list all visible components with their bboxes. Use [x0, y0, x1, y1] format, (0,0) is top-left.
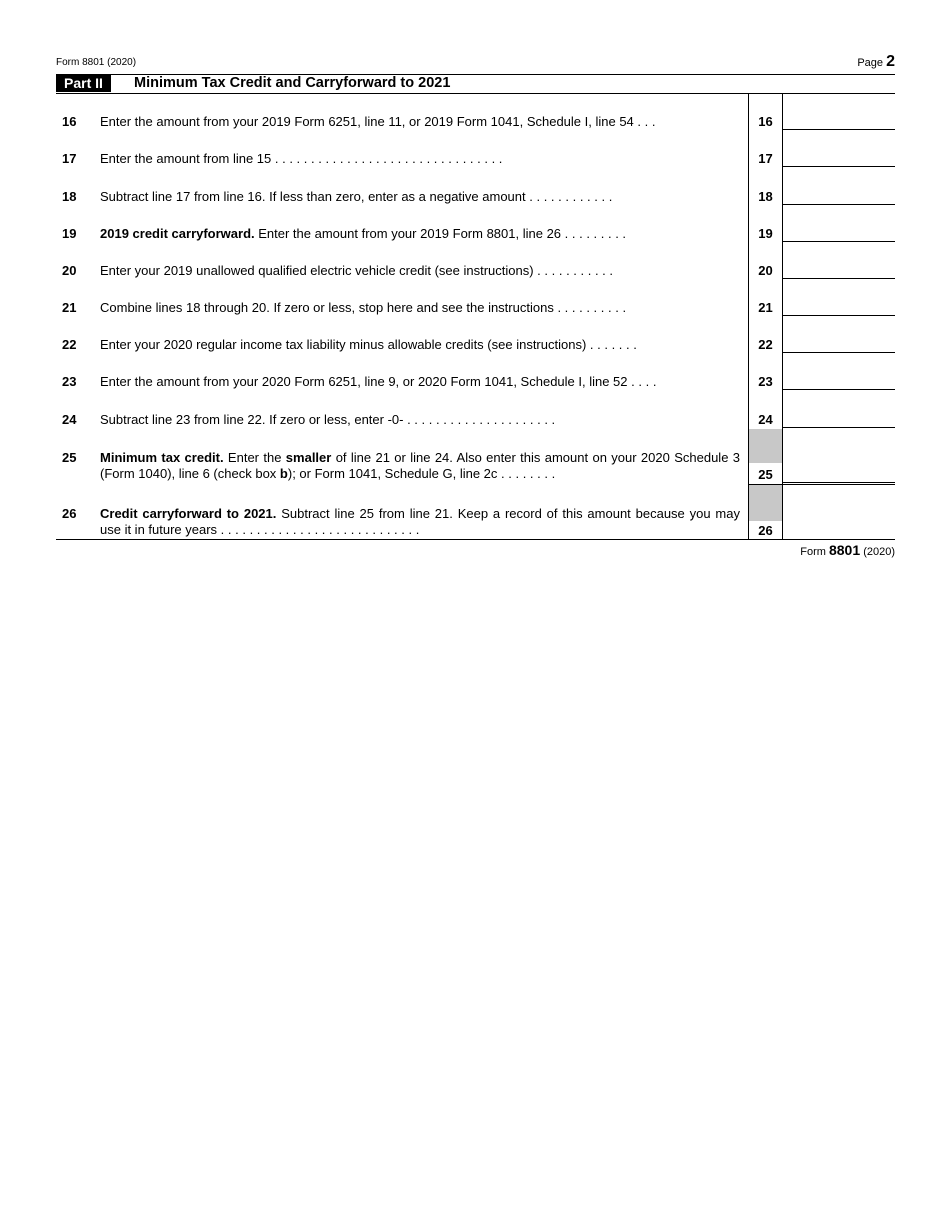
line-19-amount-input[interactable]	[783, 222, 895, 242]
box-number: 18	[758, 189, 773, 204]
line-24	[56, 390, 895, 428]
line-26-amount-input[interactable]	[783, 519, 895, 539]
line-number: 20	[62, 263, 77, 278]
box-number: 21	[758, 300, 773, 315]
line-number: 23	[62, 374, 77, 389]
line-number: 26	[62, 506, 77, 521]
line-number: 24	[62, 412, 77, 427]
part-tag: Part II	[56, 75, 111, 92]
line-16	[56, 94, 895, 131]
lines-table	[56, 94, 895, 540]
page-number: Page 2	[857, 53, 895, 70]
line-number: 17	[62, 151, 77, 166]
line-18	[56, 168, 895, 205]
line-19	[56, 205, 895, 242]
line-20-amount-input[interactable]	[783, 259, 895, 279]
rule	[749, 484, 895, 485]
line-text: Enter your 2020 regular income tax liability minus allowable credits (see instructions) . . . . . . .	[100, 337, 637, 352]
line-number: 19	[62, 226, 77, 241]
page-header	[56, 52, 895, 75]
line-text: Combine lines 18 through 20. If zero or less, stop here and see the instructions . . . . . . . . . .	[100, 300, 627, 315]
line-text: Enter the amount from your 2020 Form 6251, line 9, or 2020 Form 1041, Schedule I, line 52 . . . .	[100, 374, 657, 389]
line-text: Enter your 2019 unallowed qualified electric vehicle credit (see instructions) . . . . . . . . . . .	[100, 263, 614, 278]
part-title: Minimum Tax Credit and Carryforward to 2021	[134, 75, 451, 91]
line-number: 22	[62, 337, 77, 352]
box-number: 25	[758, 467, 773, 482]
line-text: Subtract line 23 from line 22. If zero or less, enter -0- . . . . . . . . . . . . . . . . . . . . .	[100, 412, 556, 427]
box-number: 24	[758, 412, 773, 427]
line-21-amount-input[interactable]	[783, 296, 895, 316]
box-number: 20	[758, 263, 773, 278]
line-text: 2019 credit carryforward. Enter the amount from your 2019 Form 8801, line 26 . . . . . . . . .	[100, 226, 627, 241]
part-header	[56, 74, 895, 94]
box-number: 26	[758, 523, 773, 538]
line-26	[56, 484, 895, 539]
line-17-amount-input[interactable]	[783, 147, 895, 167]
line-24-amount-input[interactable]	[783, 408, 895, 428]
line-17	[56, 131, 895, 168]
line-25	[56, 428, 895, 484]
box-number: 23	[758, 374, 773, 389]
line-text: Credit carryforward to 2021. Subtract line 25 from line 21. Keep a record of this amount because you may use it in future years . . . . . . . . . . . . . . . . . . . . . . . . . . . .	[100, 506, 740, 537]
line-number: 21	[62, 300, 77, 315]
line-text: Subtract line 17 from line 16. If less than zero, enter as a negative amount . . . . . . . . . . . .	[100, 189, 613, 204]
box-number: 16	[758, 114, 773, 129]
line-22-amount-input[interactable]	[783, 333, 895, 353]
line-number: 16	[62, 114, 77, 129]
shaded-box	[749, 485, 782, 521]
line-number: 18	[62, 189, 77, 204]
line-text: Enter the amount from your 2019 Form 6251, line 11, or 2019 Form 1041, Schedule I, line 54 . . .	[100, 114, 656, 129]
line-number: 25	[62, 450, 77, 465]
line-21	[56, 279, 895, 316]
line-22	[56, 316, 895, 353]
form-footer: Form 8801 (2020)	[800, 542, 895, 558]
box-number: 17	[758, 151, 773, 166]
form-reference: Form 8801 (2020)	[56, 57, 137, 68]
box-number: 22	[758, 337, 773, 352]
line-text: Minimum tax credit. Enter the smaller of line 21 or line 24. Also enter this amount on your 2020 Schedule 3 (Form 1040), line 6 (check box b); or Form 1041, Schedule G, line 2c . . . . . . . .	[100, 450, 740, 481]
line-18-amount-input[interactable]	[783, 185, 895, 205]
line-text: Enter the amount from line 15 . . . . . . . . . . . . . . . . . . . . . . . . . . . . . . . .	[100, 151, 503, 166]
line-25-amount-input[interactable]	[783, 463, 895, 483]
line-16-amount-input[interactable]	[783, 110, 895, 130]
line-23	[56, 353, 895, 390]
shaded-box	[749, 429, 782, 463]
line-20	[56, 242, 895, 279]
line-23-amount-input[interactable]	[783, 370, 895, 390]
box-number: 19	[758, 226, 773, 241]
